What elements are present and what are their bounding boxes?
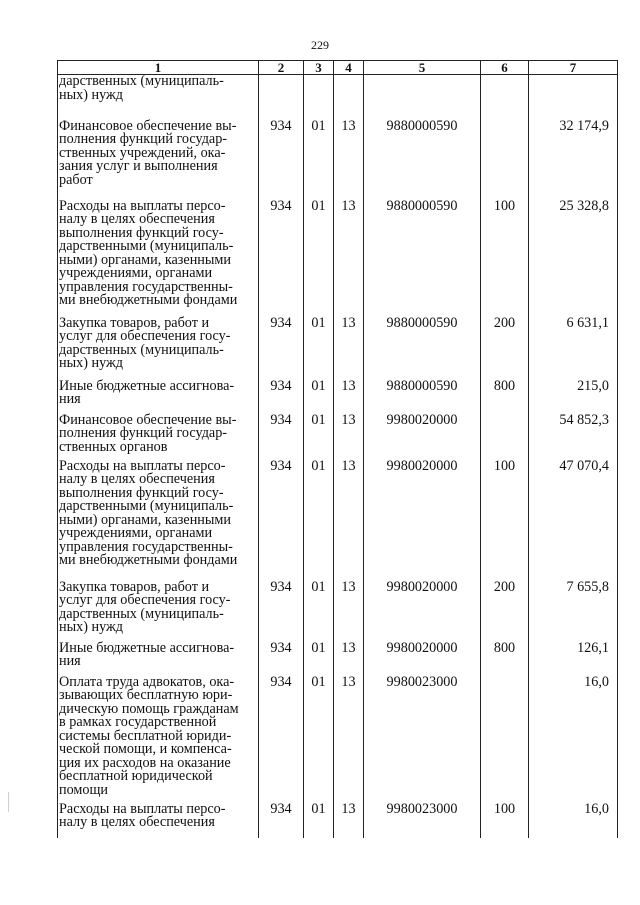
ministry-code: 934 (259, 803, 304, 838)
section-code (304, 75, 334, 120)
ministry-code: 934 (259, 581, 304, 642)
expense-type-code (481, 75, 529, 120)
ministry-code (259, 75, 304, 120)
description-line: управления государственны- (59, 278, 233, 295)
subsection-code: 13 (334, 317, 364, 380)
target-article-code: 9980023000 (364, 676, 481, 803)
amount-value: 7 655,8 (529, 581, 618, 642)
column-header: 1 (58, 61, 259, 75)
ministry-code: 934 (259, 414, 304, 460)
subsection-code: 13 (334, 642, 364, 676)
column-header: 7 (529, 61, 618, 75)
description-line: Финансовое обеспечение вы- (59, 411, 237, 428)
description-line: полнения функций государ- (59, 131, 228, 147)
ministry-code: 934 (259, 676, 304, 803)
amount-value: 215,0 (529, 380, 618, 414)
description-line: выполнения функций госу- (59, 224, 224, 241)
description-line: услуг для обеспечения госу- (59, 328, 231, 344)
description-line: помощи (59, 781, 109, 798)
description-line: Расходы на выплаты персо- (59, 197, 226, 214)
description-line: зания услуг и выполнения (59, 158, 218, 174)
subsection-code: 13 (334, 803, 364, 838)
target-article-code: 9980020000 (364, 642, 481, 676)
subsection-code: 13 (334, 120, 364, 200)
description-line: выполнения функций госу- (59, 484, 224, 501)
row-description (58, 457, 259, 581)
expense-type-code (481, 120, 529, 200)
section-code: 01 (304, 460, 334, 581)
description-line: Закупка товаров, работ и (59, 314, 210, 331)
amount-value: 47 070,4 (529, 460, 618, 581)
amount-value: 126,1 (529, 642, 618, 676)
description-line: полнения функций государ- (59, 425, 228, 441)
description-line: Оплата труда адвокатов, ока- (59, 673, 235, 690)
subsection-code (334, 75, 364, 120)
description-line: зывающих бесплатную юри- (59, 687, 233, 703)
table-row (58, 676, 618, 803)
section-code: 01 (304, 676, 334, 803)
column-header: 2 (259, 61, 304, 75)
ministry-code: 934 (259, 460, 304, 581)
target-article-code: 9980020000 (364, 581, 481, 642)
expense-type-code: 800 (481, 380, 529, 414)
amount-value: 32 174,9 (529, 120, 618, 200)
description-line: Финансовое обеспечение вы- (59, 117, 237, 134)
table-row (58, 460, 618, 581)
column-header: 6 (481, 61, 529, 75)
section-code: 01 (304, 120, 334, 200)
expense-type-code (481, 676, 529, 803)
description-line: дарственными (муниципаль- (59, 238, 234, 254)
section-code: 01 (304, 200, 334, 317)
page-number: 229 (311, 38, 329, 52)
description-line: налу в целях обеспечения (59, 211, 215, 227)
ministry-code: 934 (259, 200, 304, 317)
table-row (58, 380, 618, 414)
row-description (58, 639, 259, 676)
row-description (58, 578, 259, 642)
expense-type-code: 800 (481, 642, 529, 676)
description-line: бесплатной юридической (59, 768, 213, 784)
description-line: ных) нужд (59, 86, 124, 103)
description-line: налу в целях обеспечения (59, 471, 215, 487)
target-article-code (364, 75, 481, 120)
subsection-code: 13 (334, 581, 364, 642)
subsection-code: 13 (334, 380, 364, 414)
column-header: 5 (364, 61, 481, 75)
description-line: системы бесплатной юриди- (59, 727, 232, 744)
expense-type-code: 100 (481, 460, 529, 581)
description-line: ственных учреждений, ока- (59, 144, 226, 161)
target-article-code: 9980020000 (364, 414, 481, 460)
section-code: 01 (304, 380, 334, 414)
description-line: дарственных (муниципаль- (59, 73, 224, 89)
ministry-code: 934 (259, 317, 304, 380)
expense-type-code: 100 (481, 803, 529, 838)
table-body (58, 75, 618, 838)
column-header: 4 (334, 61, 364, 75)
row-description (58, 314, 259, 380)
table-row (58, 75, 618, 120)
section-code: 01 (304, 803, 334, 838)
description-line: ных) нужд (59, 619, 124, 635)
description-line: Иные бюджетные ассигнова- (59, 377, 235, 394)
table-row (58, 803, 618, 838)
description-line: ция их расходов на оказание (59, 754, 231, 771)
description-line: ми внебюджетными фондами (59, 292, 238, 308)
section-code: 01 (304, 317, 334, 380)
subsection-code: 13 (334, 414, 364, 460)
description-line: ными) органами, казенными (59, 251, 231, 268)
description-line: Закупка товаров, работ и (59, 578, 210, 595)
description-line: Расходы на выплаты персо- (59, 457, 226, 474)
amount-value: 6 631,1 (529, 317, 618, 380)
subsection-code: 13 (334, 460, 364, 581)
table-row (58, 317, 618, 380)
description-line: работ (59, 171, 93, 188)
row-description (58, 411, 259, 460)
section-code: 01 (304, 414, 334, 460)
target-article-code: 9880000590 (364, 317, 481, 380)
table-row (58, 120, 618, 200)
amount-value: 16,0 (529, 803, 618, 838)
description-line: дарственными (муниципаль- (59, 498, 234, 514)
table-row (58, 581, 618, 642)
row-description (58, 377, 259, 414)
description-line: дическую помощь гражданам (59, 700, 239, 717)
description-line: управления государственны- (59, 538, 233, 555)
expense-type-code: 200 (481, 317, 529, 380)
description-line: услуг для обеспечения госу- (59, 592, 231, 608)
row-description (58, 197, 259, 317)
section-code: 01 (304, 642, 334, 676)
target-article-code: 9980023000 (364, 803, 481, 838)
target-article-code: 9880000590 (364, 380, 481, 414)
row-description (58, 117, 259, 200)
ministry-code: 934 (259, 120, 304, 200)
description-line: налу в целях обеспечения (59, 814, 215, 830)
description-line: ми внебюджетными фондами (59, 552, 238, 568)
table-row (58, 414, 618, 460)
description-line: ными) органами, казенными (59, 511, 231, 528)
subsection-code: 13 (334, 676, 364, 803)
amount-value: 25 328,8 (529, 200, 618, 317)
description-line: Иные бюджетные ассигнова- (59, 639, 235, 656)
table-row (58, 200, 618, 317)
ministry-code: 934 (259, 642, 304, 676)
column-header: 3 (304, 61, 334, 75)
description-line: ных) нужд (59, 355, 124, 371)
expense-type-code: 200 (481, 581, 529, 642)
amount-value: 54 852,3 (529, 414, 618, 460)
subsection-code: 13 (334, 200, 364, 317)
amount-value: 16,0 (529, 676, 618, 803)
description-line: ственных органов (59, 438, 168, 455)
description-line: дарственных (муниципаль- (59, 605, 224, 622)
scan-margin-mark (8, 792, 9, 812)
description-line: учреждениями, органами (59, 525, 213, 541)
budget-table (57, 60, 618, 838)
ministry-code: 934 (259, 380, 304, 414)
description-line: в рамках государственной (59, 714, 217, 730)
description-line: Расходы на выплаты персо- (59, 800, 226, 817)
description-line: ческой помощи, и компенса- (59, 741, 232, 757)
description-line: ния (59, 653, 81, 669)
expense-type-code (481, 414, 529, 460)
expense-type-code: 100 (481, 200, 529, 317)
row-description (58, 673, 259, 803)
description-line: ния (59, 391, 81, 407)
target-article-code: 9880000590 (364, 120, 481, 200)
table-row (58, 642, 618, 676)
target-article-code: 9880000590 (364, 200, 481, 317)
row-description (58, 800, 259, 838)
row-description (58, 75, 259, 120)
description-line: дарственных (муниципаль- (59, 341, 224, 358)
description-line: учреждениями, органами (59, 265, 213, 281)
section-code: 01 (304, 581, 334, 642)
amount-value (529, 75, 618, 120)
target-article-code: 9980020000 (364, 460, 481, 581)
